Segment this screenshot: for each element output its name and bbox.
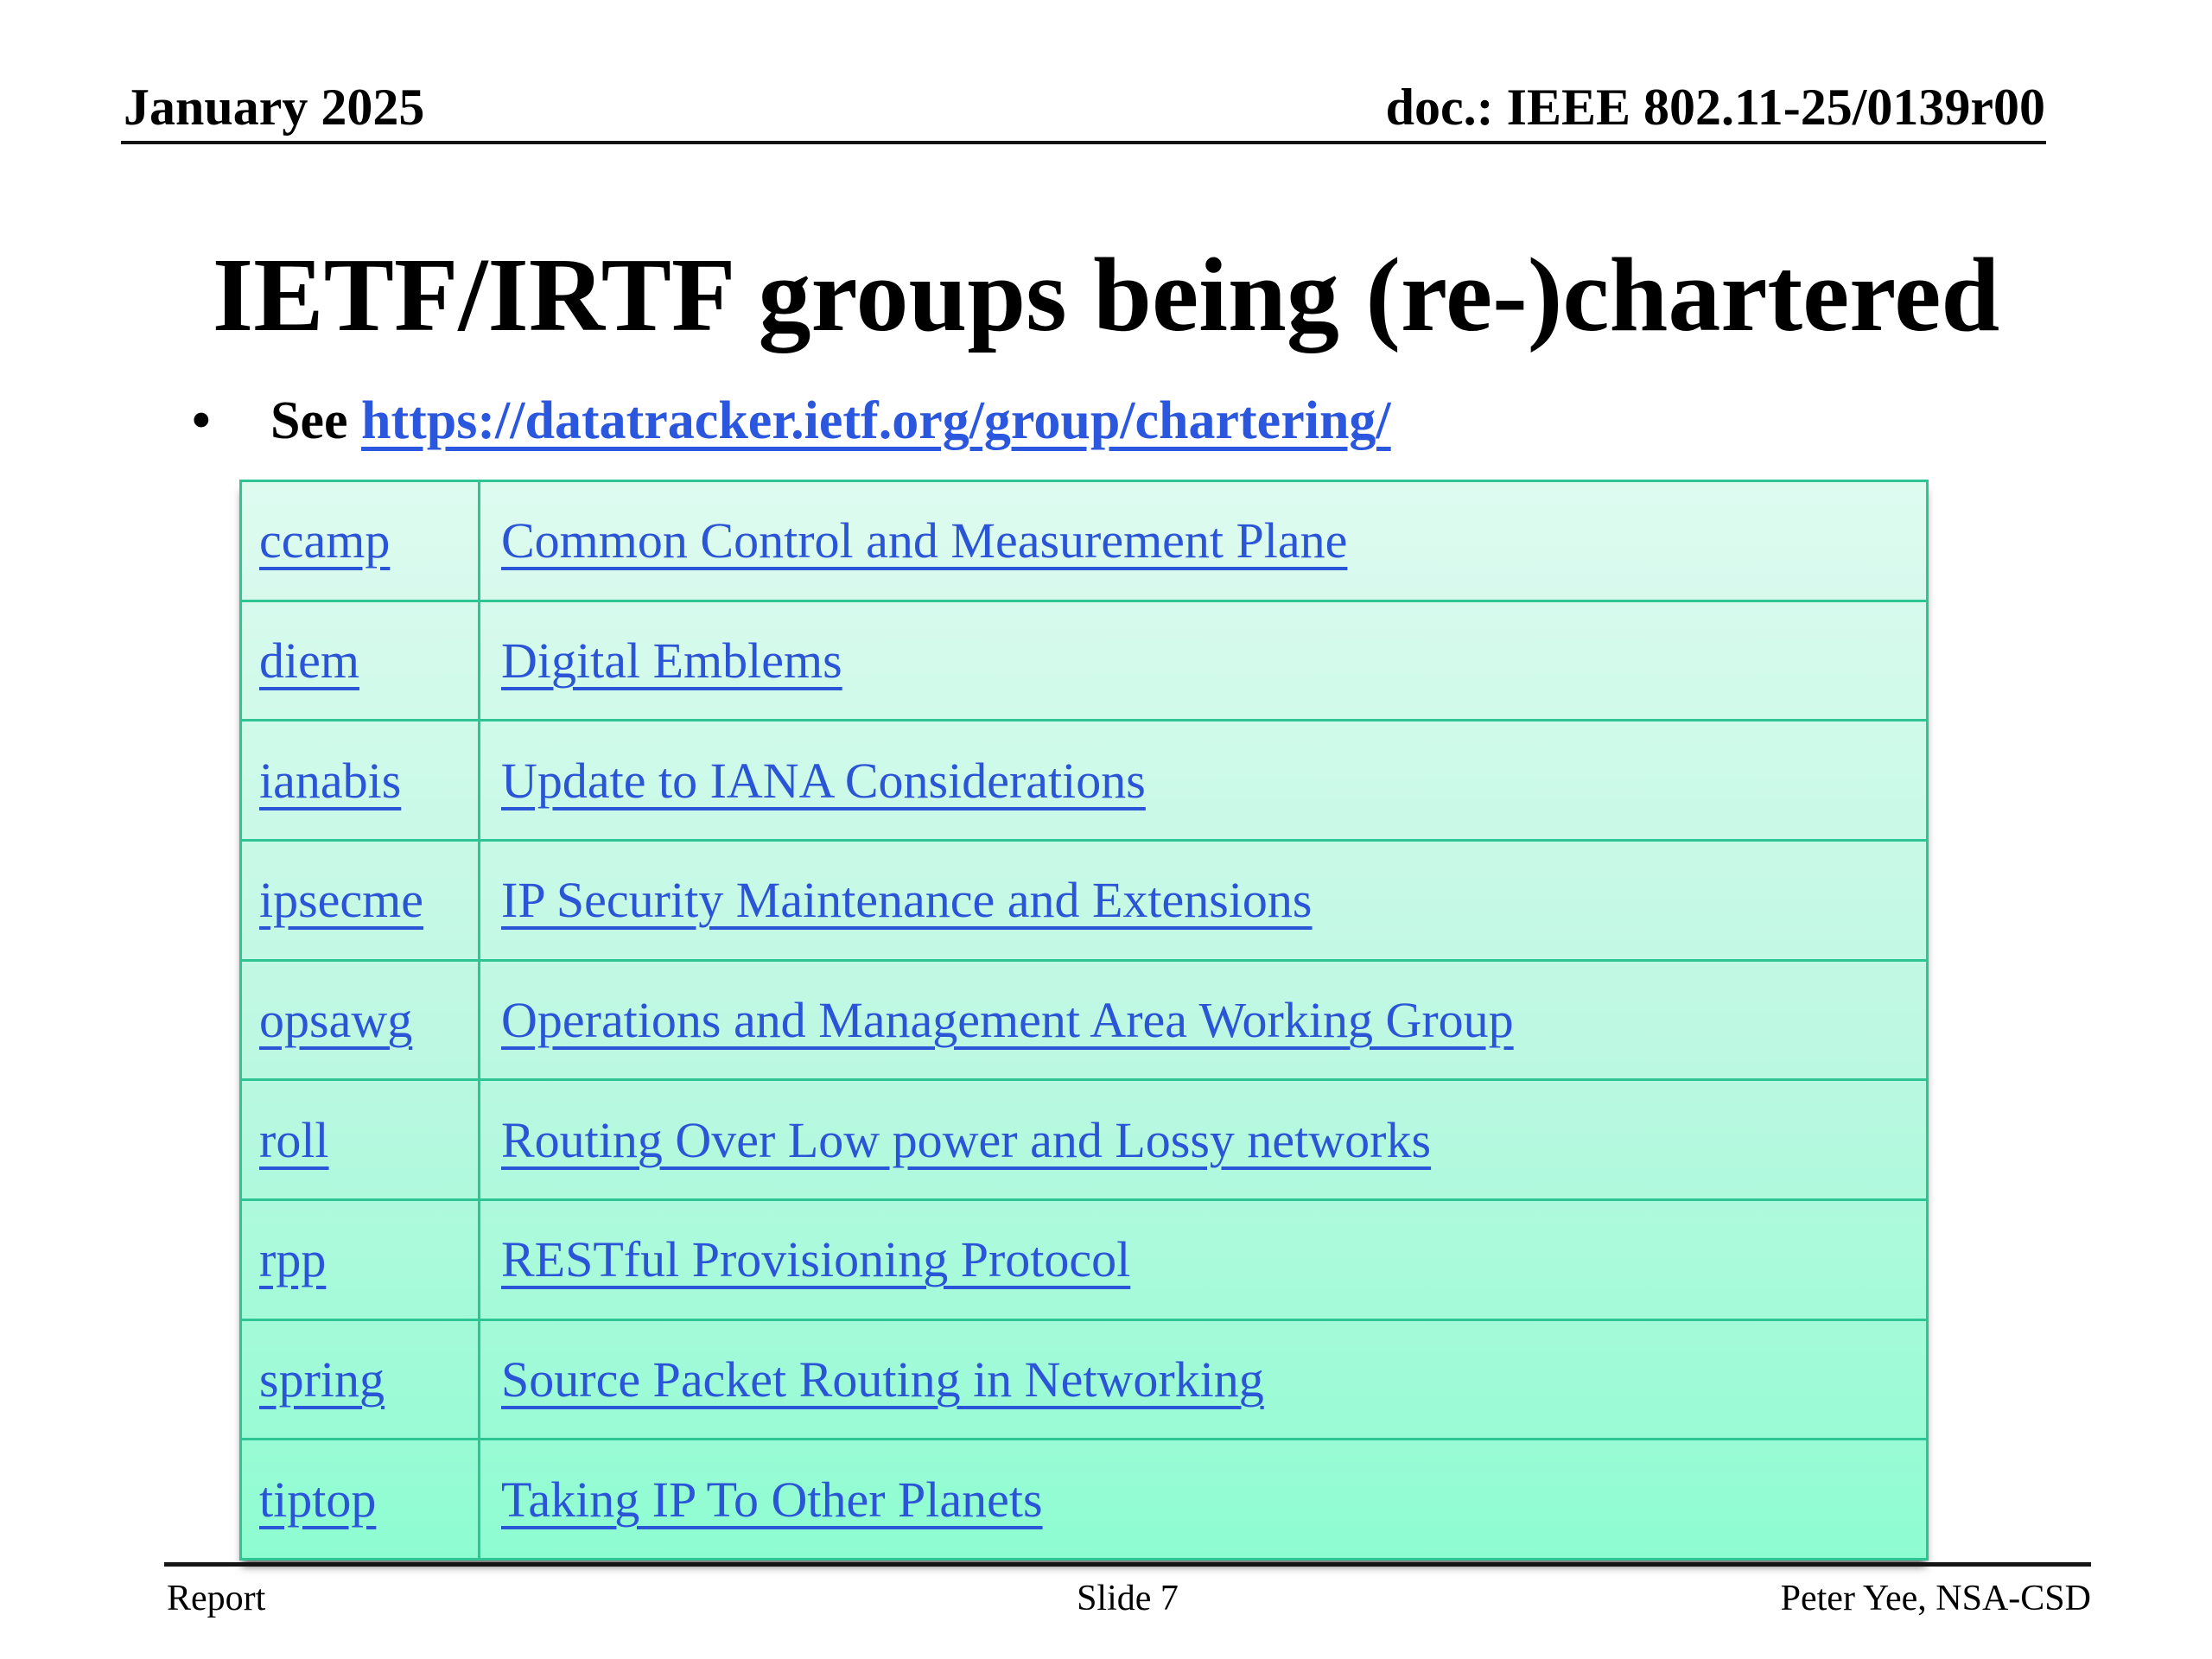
table-cell-name xyxy=(480,1440,1926,1558)
header-date: January 2025 xyxy=(124,79,425,136)
footer-report-label: Report xyxy=(167,1579,266,1618)
group-name-link[interactable]: Routing Over Low power and Lossy networks xyxy=(501,1111,1432,1168)
table-cell-acronym xyxy=(242,482,480,600)
table-cell-acronym xyxy=(242,602,480,720)
table-cell-name xyxy=(480,602,1926,720)
table-row xyxy=(242,721,1926,842)
group-acronym-link[interactable]: opsawg xyxy=(259,992,413,1049)
table-cell-acronym xyxy=(242,1201,480,1319)
header-rule xyxy=(121,141,2046,144)
group-acronym-link[interactable]: tiptop xyxy=(259,1471,377,1528)
group-name-link[interactable]: RESTful Provisioning Protocol xyxy=(501,1231,1131,1288)
group-name-link[interactable]: Digital Emblems xyxy=(501,632,842,689)
table-cell-acronym xyxy=(242,1321,480,1439)
table-cell-name xyxy=(480,1321,1926,1439)
table-row xyxy=(242,602,1926,722)
bullet-item xyxy=(192,391,1391,452)
table-row xyxy=(242,1081,1926,1201)
bullet-see-label: See xyxy=(270,391,362,450)
group-acronym-link[interactable]: ccamp xyxy=(259,512,391,569)
table-cell-acronym xyxy=(242,1440,480,1558)
table-cell-name xyxy=(480,962,1926,1079)
table-row xyxy=(242,1440,1926,1558)
table-cell-name xyxy=(480,482,1926,600)
group-acronym-link[interactable]: spring xyxy=(259,1351,385,1408)
bullet-marker: • xyxy=(192,391,211,450)
group-name-link[interactable]: IP Security Maintenance and Extensions xyxy=(501,872,1313,929)
table-row xyxy=(242,842,1926,962)
header-doc-number: doc.: IEEE 802.11-25/0139r00 xyxy=(1385,79,2045,136)
table-cell-name xyxy=(480,1201,1926,1319)
group-name-link[interactable]: Source Packet Routing in Networking xyxy=(501,1351,1264,1408)
chartering-link[interactable]: https://datatracker.ietf.org/group/chartering/ xyxy=(361,391,1391,450)
group-name-link[interactable]: Common Control and Measurement Plane xyxy=(501,512,1348,569)
table-cell-acronym xyxy=(242,962,480,1079)
group-acronym-link[interactable]: ianabis xyxy=(259,752,402,809)
table-cell-name xyxy=(480,842,1926,959)
slide-number: Slide 7 xyxy=(1077,1579,1179,1618)
table-row xyxy=(242,1321,1926,1441)
group-acronym-link[interactable]: ipsecme xyxy=(259,872,424,929)
table-cell-name xyxy=(480,721,1926,839)
table-cell-acronym xyxy=(242,721,480,839)
table-cell-name xyxy=(480,1081,1926,1198)
group-name-link[interactable]: Update to IANA Considerations xyxy=(501,752,1146,809)
footer-rule xyxy=(164,1562,2091,1567)
table-row xyxy=(242,962,1926,1082)
group-acronym-link[interactable]: roll xyxy=(259,1111,329,1168)
group-name-link[interactable]: Operations and Management Area Working Group xyxy=(501,992,1514,1049)
table-cell-acronym xyxy=(242,842,480,959)
groups-table xyxy=(239,480,1929,1560)
table-row xyxy=(242,1201,1926,1321)
page-title: IETF/IRTF groups being (re-)chartered xyxy=(212,237,2000,353)
group-acronym-link[interactable]: rpp xyxy=(259,1231,327,1288)
group-acronym-link[interactable]: diem xyxy=(259,632,359,689)
footer-author: Peter Yee, NSA-CSD xyxy=(1780,1579,2091,1618)
table-row xyxy=(242,482,1926,602)
table-cell-acronym xyxy=(242,1081,480,1198)
group-name-link[interactable]: Taking IP To Other Planets xyxy=(501,1471,1043,1528)
